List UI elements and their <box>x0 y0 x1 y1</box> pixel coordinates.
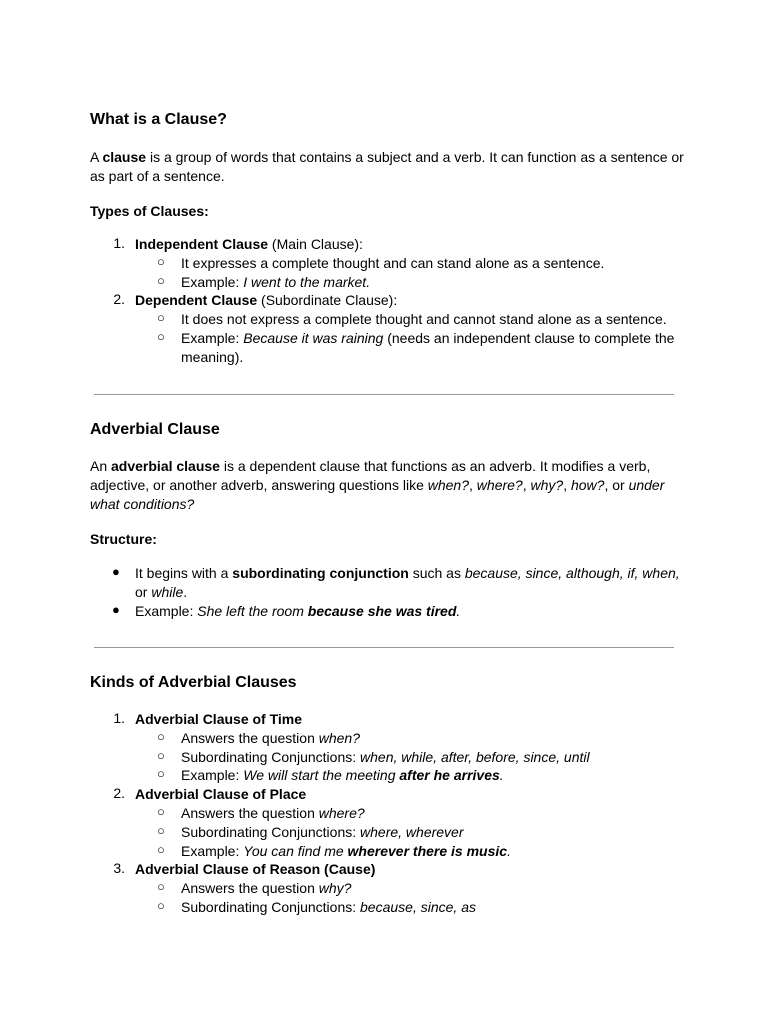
text-run: because she was tired <box>307 602 457 619</box>
text-run: what conditions? <box>90 496 195 512</box>
text-run: It begins with a <box>135 565 233 581</box>
text-run: as part of a sentence. <box>90 168 225 184</box>
bullet-text <box>181 879 351 897</box>
text-run: is a dependent clause that functions as an adverb. It modifies a verb, <box>219 458 651 474</box>
hollow-bullet-icon: ○ <box>157 310 165 326</box>
text-run: why? <box>318 880 352 897</box>
text-run: wherever there is music <box>347 842 508 859</box>
text-run: Adverbial Clause of Reason (Cause) <box>135 861 376 878</box>
text-run: , <box>469 477 477 493</box>
text-run: Answers the question <box>181 729 319 746</box>
bullet-text <box>135 564 680 582</box>
text-run: or <box>135 583 152 600</box>
text-run: when? <box>427 477 470 493</box>
bullet-text <box>181 766 504 784</box>
bullet-text <box>181 254 604 272</box>
bullet-text <box>181 310 667 328</box>
text-run: while <box>151 583 184 600</box>
text-run: when? <box>318 729 361 746</box>
types-of-clauses-label: Types of Clauses: <box>90 203 209 219</box>
text-run: how? <box>570 477 605 493</box>
text-run: (Main Clause): <box>268 236 363 252</box>
list-number: 1. <box>113 235 125 251</box>
text-run: (Subordinate Clause): <box>257 292 398 309</box>
text-run: Subordinating Conjunctions: <box>181 899 361 915</box>
divider-2 <box>94 647 674 648</box>
text-run: Answers the question <box>181 880 319 897</box>
heading-kinds-of-adverbial-clauses: Kinds of Adverbial Clauses <box>90 674 297 691</box>
text-run: . <box>499 767 504 784</box>
s1-intro-line-1 <box>90 148 684 166</box>
text-run: such as <box>408 565 465 581</box>
heading-what-is-a-clause: What is a Clause? <box>90 111 227 128</box>
hollow-bullet-icon: ○ <box>157 879 165 895</box>
definition-line <box>90 457 650 475</box>
hollow-bullet-icon: ○ <box>157 329 165 344</box>
bullet-text <box>181 748 590 766</box>
text-run: adverbial clause <box>111 458 220 474</box>
divider-1 <box>94 394 674 395</box>
hollow-bullet-icon: ○ <box>157 841 165 857</box>
list-number: 1. <box>113 710 125 726</box>
text-run: Example: <box>181 273 244 290</box>
text-run: clause <box>102 149 147 165</box>
bullet-text <box>181 804 365 822</box>
text-run: under <box>628 477 665 493</box>
text-run: Example: <box>135 602 198 619</box>
text-run: Because it was raining <box>243 330 384 346</box>
bullet-text <box>181 823 464 841</box>
text-run: We will start the meeting <box>243 767 400 784</box>
list-number: 2. <box>113 785 125 802</box>
text-run: It expresses a complete thought and can stand alone as a sentence. <box>181 254 605 271</box>
text-run: . <box>183 583 188 600</box>
text-run: meaning). <box>181 348 244 365</box>
text-run: subordinating conjunction <box>232 565 409 581</box>
bullet-text-continued <box>135 583 187 601</box>
hollow-bullet-icon: ○ <box>157 766 165 782</box>
text-run: (needs an independent clause to complete the <box>383 330 675 346</box>
text-run: You can find me <box>243 842 348 859</box>
list-item-title <box>135 860 375 878</box>
list-number: 3. <box>113 860 125 877</box>
bullet-text <box>181 329 674 347</box>
text-run: is a group of words that contains a subject and a verb. It can function as a sentence or <box>146 149 684 165</box>
bullet-text <box>181 898 476 916</box>
text-run: A <box>90 149 103 165</box>
bullet-text-continued <box>181 348 243 366</box>
hollow-bullet-icon: ○ <box>157 898 165 913</box>
bullet-text <box>135 602 460 620</box>
text-run: where, wherever <box>360 823 464 840</box>
text-run: Example: <box>181 842 244 859</box>
text-run: because, since, as <box>360 899 476 915</box>
text-run: , <box>563 477 571 493</box>
list-item-title <box>135 235 363 253</box>
bullet-text <box>181 729 360 747</box>
hollow-bullet-icon: ○ <box>157 272 165 288</box>
text-run: where? <box>476 477 523 493</box>
definition-line <box>90 476 664 494</box>
text-run: where? <box>318 805 365 821</box>
hollow-bullet-icon: ○ <box>157 747 165 763</box>
text-run: Adverbial Clause of Time <box>135 711 303 727</box>
text-run: It does not express a complete thought and cannot stand alone as a sentence. <box>181 311 667 328</box>
bullet-text <box>181 273 370 291</box>
text-run: Example: <box>181 767 244 784</box>
list-number: 2. <box>113 291 125 308</box>
text-run: Independent Clause <box>135 236 269 252</box>
definition-line <box>90 495 194 513</box>
solid-bullet-icon: ● <box>112 601 120 617</box>
text-run: Example: <box>181 330 244 346</box>
text-run: adjective, or another adverb, answering questions like <box>90 477 428 493</box>
bullet-text <box>181 842 511 860</box>
text-run: after he arrives <box>399 767 500 784</box>
text-run: Answers the question <box>181 805 319 821</box>
text-run: I went to the market. <box>243 273 371 290</box>
text-run: Subordinating Conjunctions: <box>181 748 361 765</box>
text-run: An <box>90 458 112 474</box>
s1-intro-line-2 <box>90 167 225 185</box>
text-run: . <box>456 602 461 619</box>
solid-bullet-icon: ● <box>112 564 120 579</box>
text-run: because, since, although, if, when, <box>464 565 680 581</box>
heading-adverbial-clause: Adverbial Clause <box>90 421 220 438</box>
hollow-bullet-icon: ○ <box>157 804 165 819</box>
hollow-bullet-icon: ○ <box>157 822 165 838</box>
text-run: why? <box>530 477 564 493</box>
text-run: when, while, after, before, since, until <box>360 748 590 765</box>
hollow-bullet-icon: ○ <box>157 728 165 744</box>
text-run: Dependent Clause <box>135 292 258 309</box>
list-item-title <box>135 785 306 803</box>
hollow-bullet-icon: ○ <box>157 253 165 269</box>
text-run: , or <box>604 477 629 493</box>
text-run: . <box>507 842 511 859</box>
list-item-title <box>135 710 302 728</box>
list-item-title <box>135 291 397 309</box>
text-run: , <box>522 477 531 493</box>
structure-label: Structure: <box>90 531 157 547</box>
text-run: She left the room <box>197 602 308 619</box>
text-run: Subordinating Conjunctions: <box>181 823 361 840</box>
text-run: Adverbial Clause of Place <box>135 786 307 803</box>
